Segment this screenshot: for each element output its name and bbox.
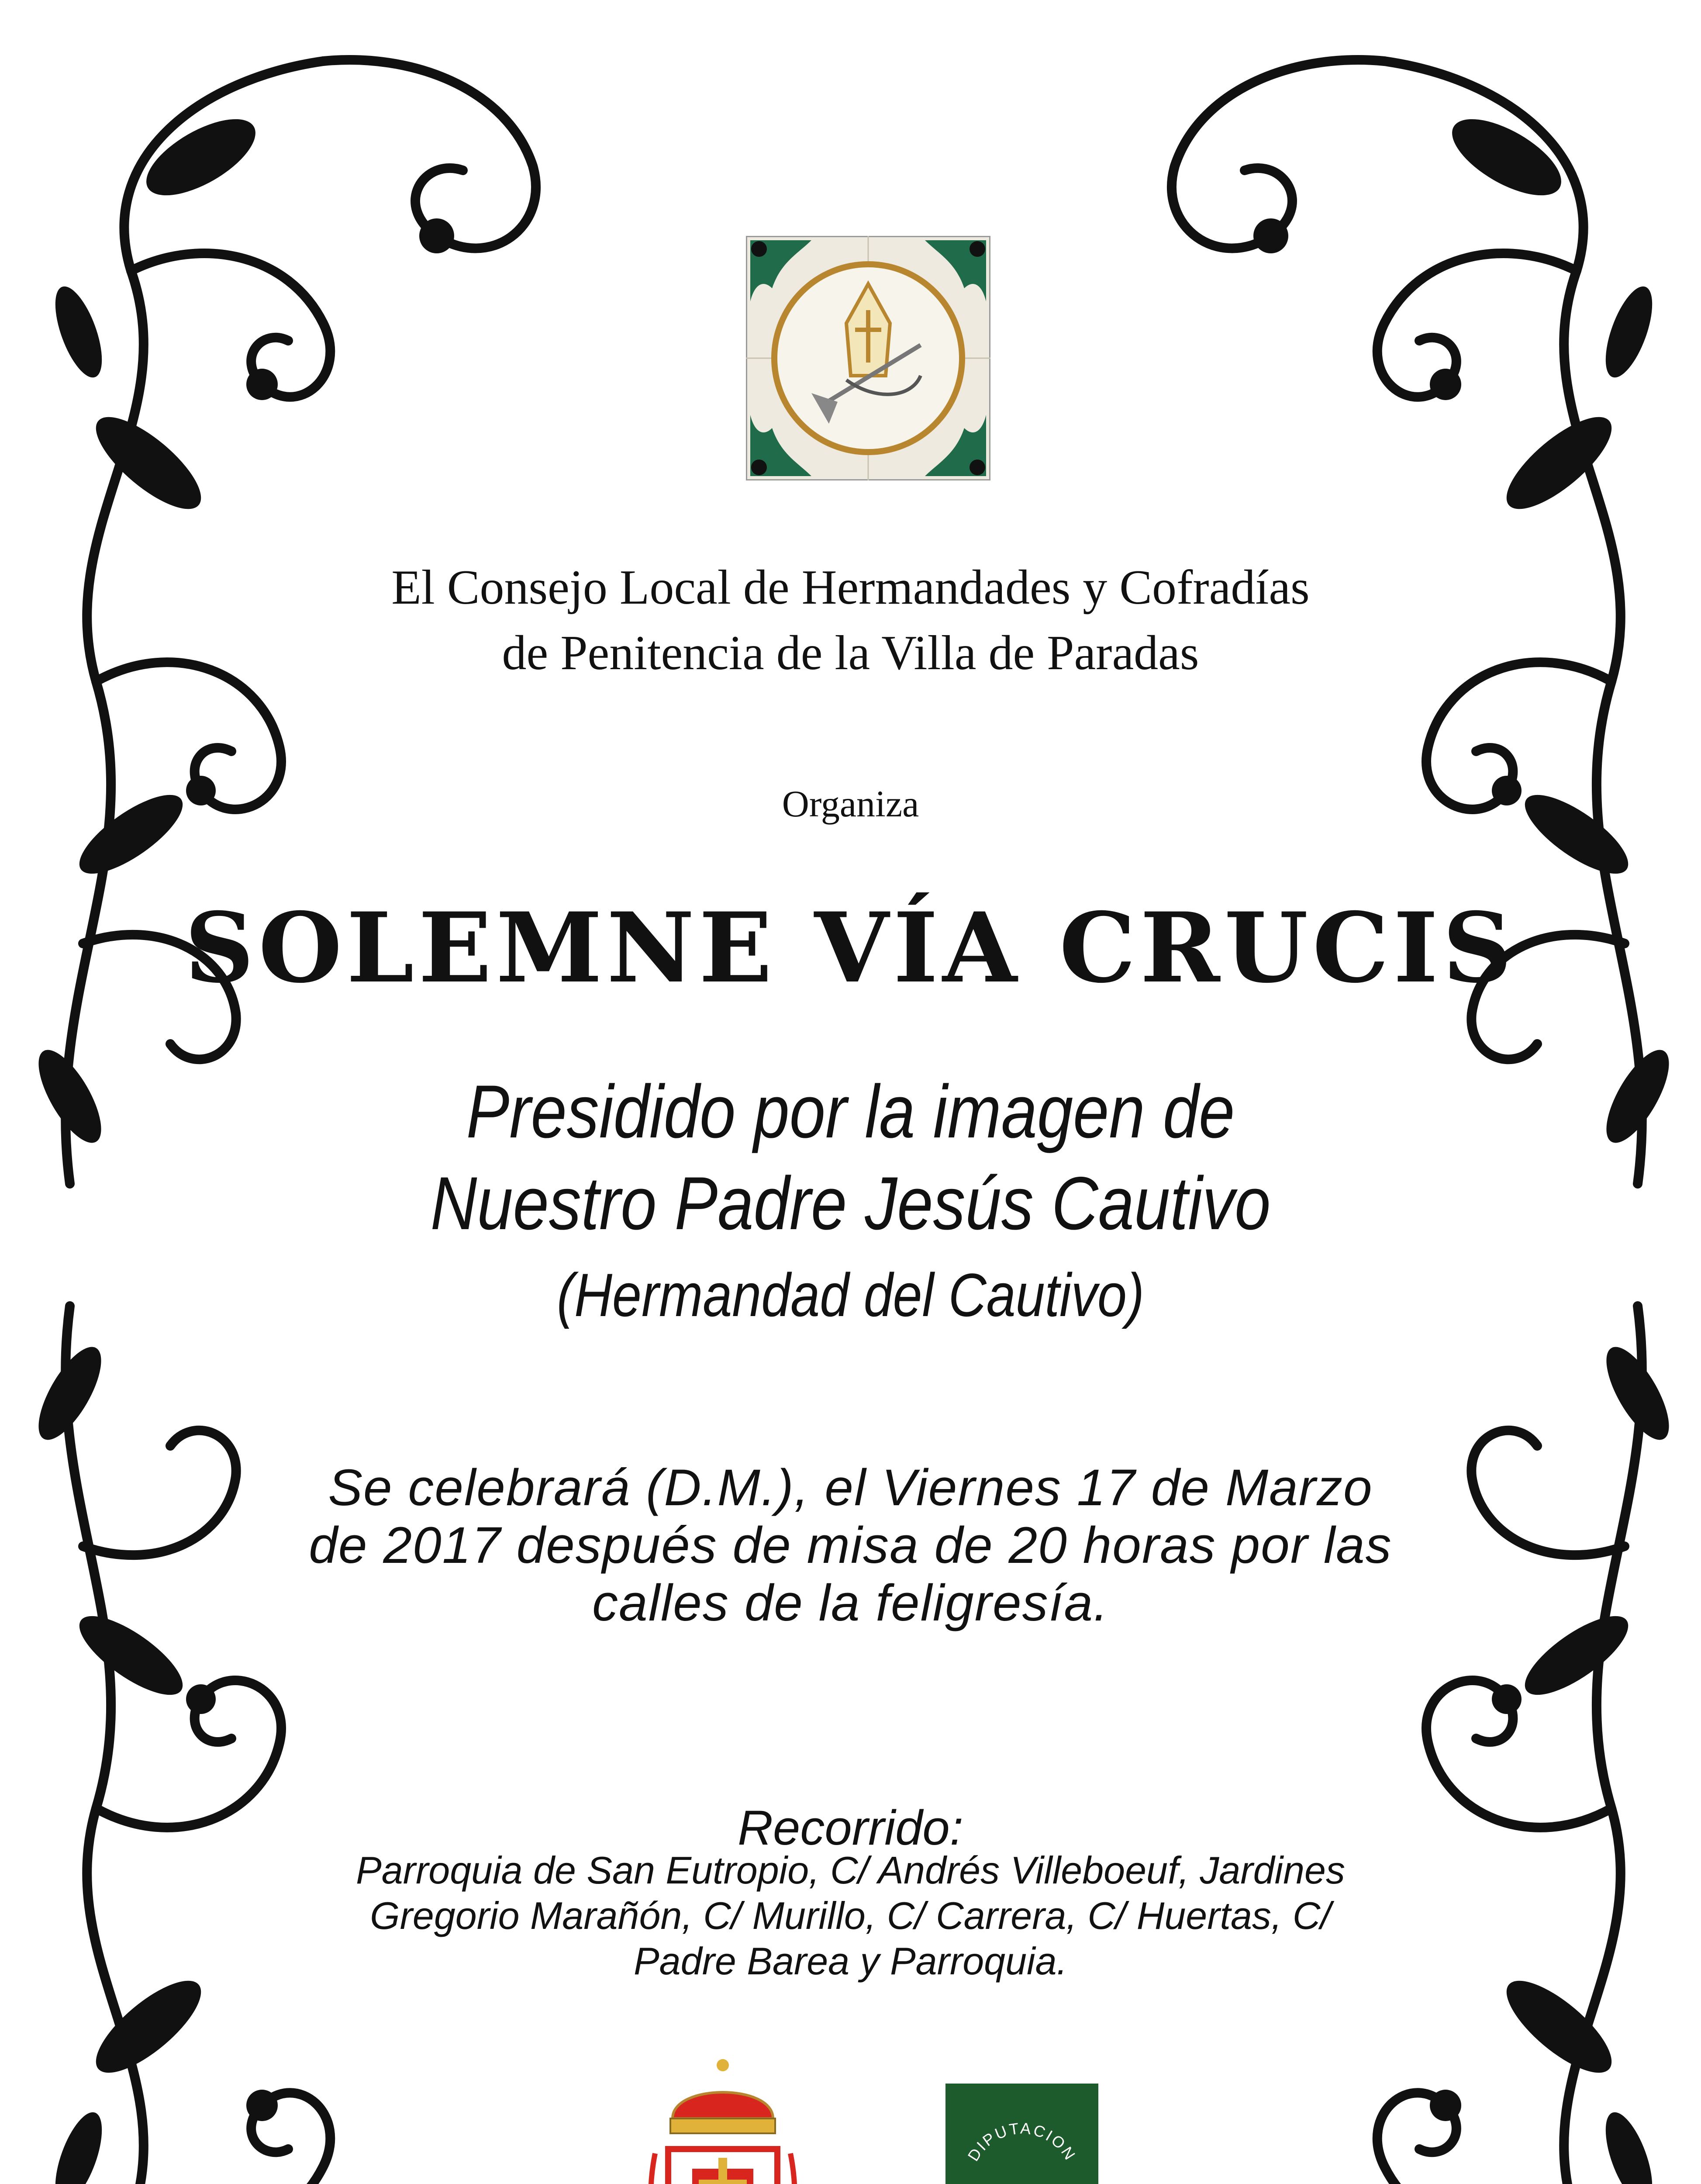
council-name-line-1: El Consejo Local de Hermandades y Cofradías xyxy=(391,560,1310,615)
ornament-bottom-left-icon xyxy=(17,1275,563,2184)
celebration-line-1: Se celebrará (D.M.), el Viernes 17 de Marzo xyxy=(328,1459,1373,1517)
route-description xyxy=(0,1848,1701,1984)
diputacion-text-top: DIPUTACION xyxy=(964,2119,1080,2164)
diputacion-sevilla-logo-icon xyxy=(945,2084,1098,2184)
route-heading: Recorrido: xyxy=(738,1800,963,1855)
mitre-crozier-axe-tile-icon xyxy=(746,236,990,480)
council-name-line-2: de Penitencia de la Villa de Paradas xyxy=(502,626,1199,680)
route-line-3: Padre Barea y Parroquia. xyxy=(633,1939,1067,1983)
celebration-details xyxy=(0,1459,1701,1632)
paradas-coat-of-arms-icon xyxy=(646,2053,799,2184)
presided-by xyxy=(119,1066,1582,1249)
route-line-1: Parroquia de San Eutropio, C/ Andrés Villeboeuf, Jardines xyxy=(356,1849,1345,1892)
brotherhood-name: (Hermandad del Cautivo) xyxy=(556,1261,1145,1329)
route-line-2: Gregorio Marañón, C/ Murillo, C/ Carrera, C/ Huertas, C/ xyxy=(370,1894,1331,1937)
organiza-label: Organiza xyxy=(782,783,919,825)
celebration-line-3: calles de la feligresía. xyxy=(592,1574,1109,1632)
celebration-line-2: de 2017 después de misa de 20 horas por las xyxy=(309,1517,1392,1574)
presided-line-1: Presidido por la imagen de xyxy=(466,1070,1235,1154)
ornament-bottom-right-icon xyxy=(1144,1275,1690,2184)
presided-line-2: Nuestro Padre Jesús Cautivo xyxy=(430,1161,1271,1245)
council-name xyxy=(0,555,1701,686)
page-title: SOLEMNE VÍA CRUCIS xyxy=(184,891,1517,1004)
